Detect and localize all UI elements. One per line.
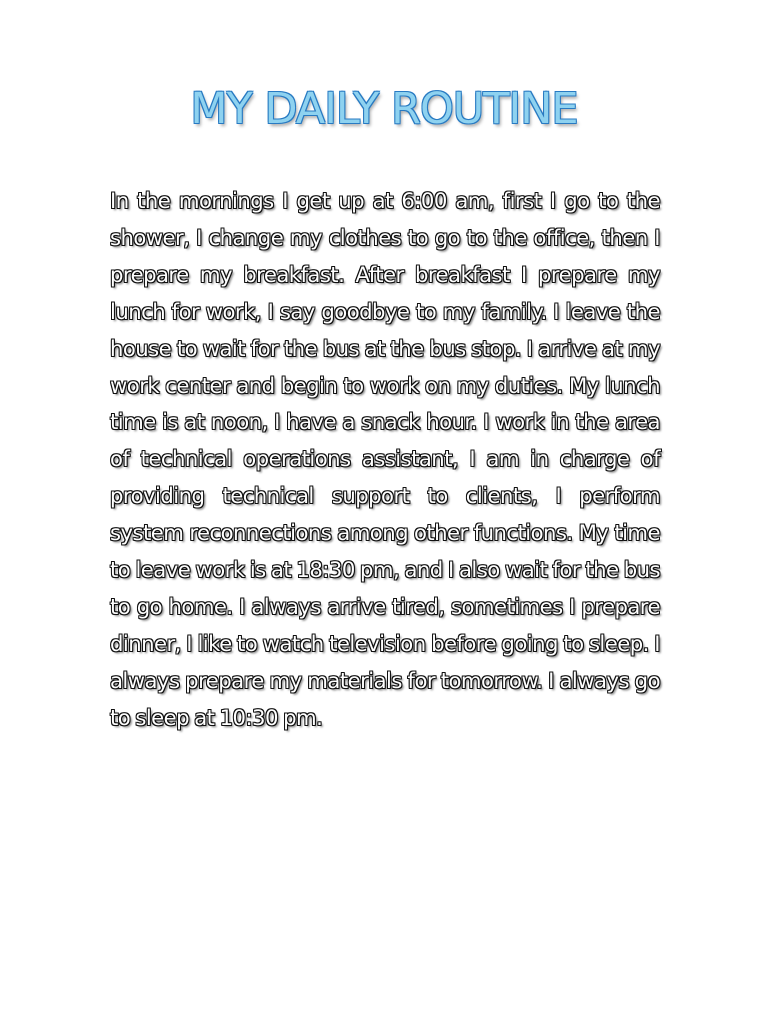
page-title: MY DAILY ROUTINE xyxy=(190,84,578,134)
body-paragraph: In the mornings I get up at 6:00 am, first I go to the shower, I change my clothes to go to the office, then I prepare my breakfast. After breakfast I prepare my lunch for work, I say goodbye to my family. I leave the house to wait for the bus at the bus stop. I arrive at my work center and begin to work on my duties. My lunch time is at noon, I have a snack hour. I work in the area of technical operations assistant, I am in charge of providing technical support to clients, I perform system reconnections among other functions. My time to leave work is at 18:30 pm, and I also wait for the bus to go home. I always arrive tired, sometimes I prepare dinner, I like to watch television before going to sleep. I always prepare my materials for tomorrow. I always go to sleep at 10:30 pm. xyxy=(110,188,660,730)
